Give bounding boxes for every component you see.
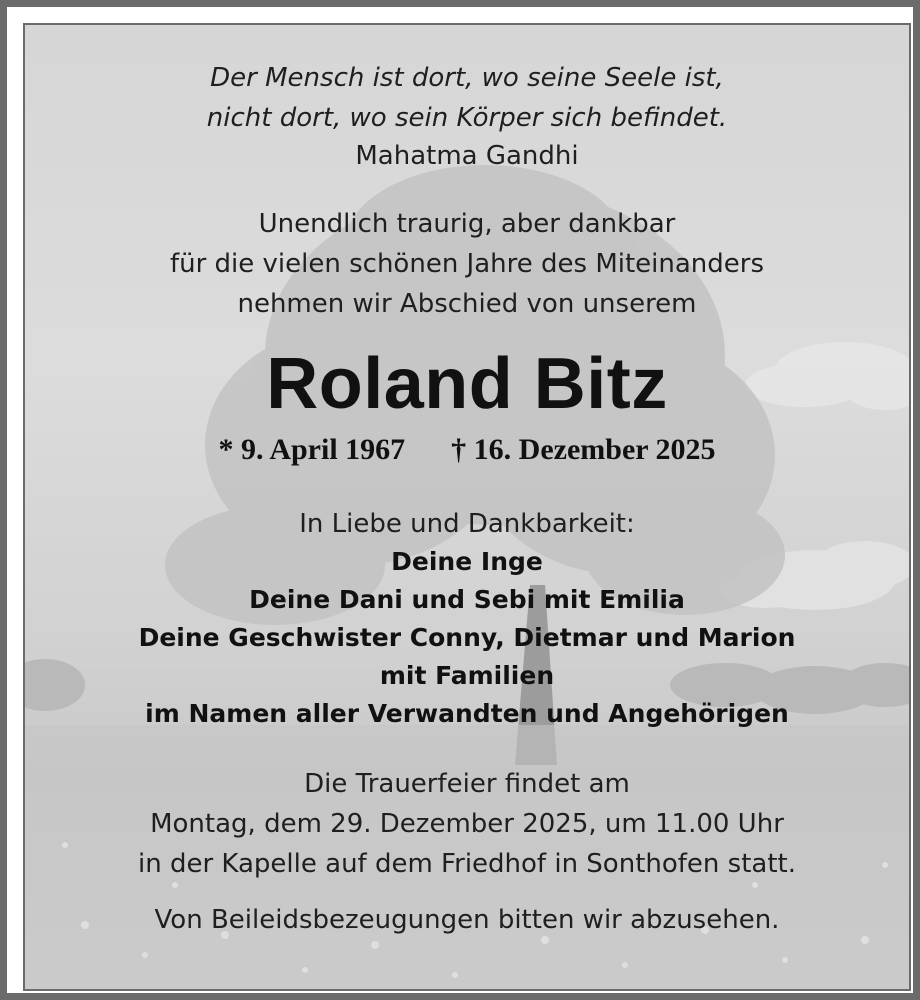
- mourner-line-5: im Namen aller Verwandten und Angehörigen: [145, 699, 789, 728]
- death-date: † 16. Dezember 2025: [451, 433, 716, 466]
- service-line-1: Die Trauerfeier findet am: [304, 769, 630, 799]
- life-dates: [25, 433, 909, 467]
- intro-line-1: Unendlich traurig, aber dankbar: [258, 209, 676, 239]
- birth-date: * 9. April 1967: [218, 433, 406, 466]
- deceased-name: Roland Bitz: [266, 344, 668, 424]
- quote-line-2: nicht dort, wo sein Körper sich befindet.: [206, 103, 728, 133]
- quote-author: Mahatma Gandhi: [355, 141, 579, 171]
- notice-content: [25, 25, 909, 989]
- mourner-line-3: Deine Geschwister Conny, Dietmar und Marion: [138, 623, 796, 652]
- mourner-line-1: Deine Inge: [391, 547, 543, 576]
- intro-line-3: nehmen wir Abschied von unserem: [237, 289, 697, 319]
- inner-frame: [23, 23, 911, 991]
- quote-line-1: Der Mensch ist dort, wo seine Seele ist,: [210, 63, 724, 93]
- mourners-heading: In Liebe und Dankbarkeit:: [299, 509, 635, 539]
- intro-line-2: für die vielen schönen Jahre des Miteinanders: [169, 249, 765, 279]
- service-line-3: in der Kapelle auf dem Friedhof in Sonthofen statt.: [137, 849, 796, 879]
- mourner-line-2: Deine Dani und Sebi mit Emilia: [249, 585, 685, 614]
- closing-note: Von Beileidsbezeugungen bitten wir abzusehen.: [154, 905, 780, 935]
- mourner-line-4: mit Familien: [379, 661, 555, 690]
- service-line-2: Montag, dem 29. Dezember 2025, um 11.00 Uhr: [150, 809, 784, 839]
